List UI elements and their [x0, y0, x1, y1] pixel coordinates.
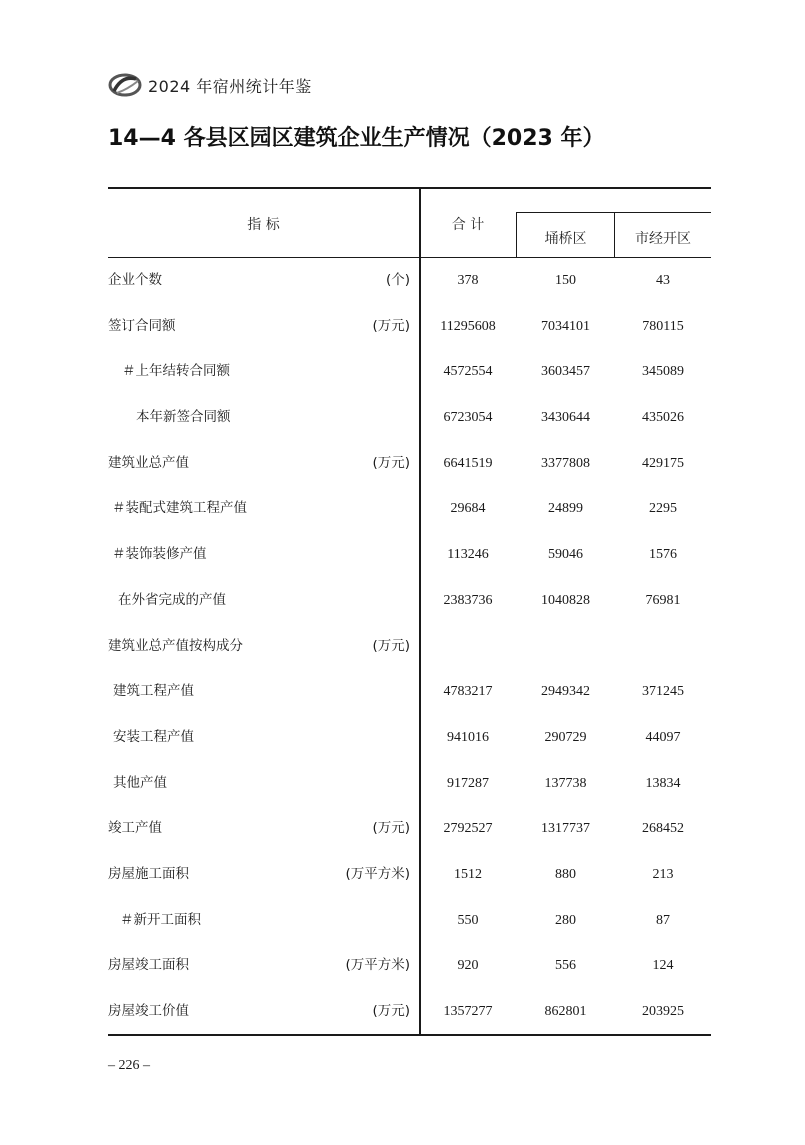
row-label: 其他产值: [113, 774, 167, 791]
value-econ-dev-zone: 2295: [649, 501, 677, 517]
value-yongqiao: 2949342: [541, 684, 590, 700]
row-label: 房屋竣工价值: [108, 1003, 189, 1019]
value-yongqiao: 3430644: [541, 410, 590, 426]
row-label: 竣工产值: [108, 820, 162, 837]
table-row: [108, 943, 711, 989]
value-total: 920: [457, 958, 479, 974]
row-label: 企业个数: [108, 272, 162, 288]
table-title: 14—4 各县区园区建筑企业生产情况（2023 年）: [108, 126, 605, 151]
row-label: ＃装配式建筑工程产值: [112, 500, 247, 517]
column-header-yongqiao: 埇桥区: [544, 231, 587, 247]
value-econ-dev-zone: 345089: [642, 364, 684, 380]
row-label: 在外省完成的产值: [118, 591, 226, 608]
value-yongqiao: 1317737: [541, 821, 590, 837]
table-row: [108, 806, 711, 852]
column-header-indicator: 指 标: [247, 217, 280, 233]
row-unit: (万元): [372, 317, 410, 334]
value-econ-dev-zone: 213: [652, 866, 674, 882]
value-total: 2792527: [443, 821, 493, 837]
row-unit: (万元): [372, 820, 410, 837]
row-label: 房屋竣工面积: [108, 957, 189, 974]
row-unit: (万元): [372, 1003, 410, 1019]
value-econ-dev-zone: 124: [652, 958, 674, 974]
value-yongqiao: 1040828: [541, 592, 590, 608]
table-row: [108, 441, 711, 487]
value-total: 378: [457, 273, 479, 288]
row-label: 建筑业总产值按构成分: [108, 637, 243, 654]
row-unit: (万元): [372, 454, 410, 471]
value-econ-dev-zone: 1576: [649, 547, 677, 563]
row-label: ＃装饰装修产值: [112, 546, 207, 563]
row-label: 建筑工程产值: [113, 683, 194, 700]
book-title: 2024 年宿州统计年鉴: [148, 76, 312, 96]
value-yongqiao: 150: [555, 273, 576, 288]
table-row: [108, 578, 711, 624]
value-econ-dev-zone: 76981: [645, 592, 681, 608]
row-label: 签订合同额: [108, 317, 176, 334]
value-total: 4572554: [443, 364, 493, 380]
value-yongqiao: 24899: [548, 501, 583, 517]
row-label: 房屋施工面积: [108, 865, 189, 882]
table-row: [108, 624, 711, 670]
value-total: 917287: [447, 775, 489, 791]
row-unit: (个): [385, 272, 410, 288]
value-yongqiao: 3377808: [541, 455, 590, 471]
value-econ-dev-zone: 87: [656, 912, 670, 928]
value-econ-dev-zone: 780115: [642, 318, 684, 334]
table-row: [108, 989, 711, 1035]
value-total: 113246: [447, 547, 489, 563]
value-econ-dev-zone: 203925: [642, 1004, 684, 1019]
value-total: 1357277: [443, 1004, 493, 1019]
table-row: [108, 715, 711, 761]
value-yongqiao: 862801: [544, 1004, 587, 1019]
value-econ-dev-zone: 44097: [645, 729, 681, 745]
row-label: ＃上年结转合同额: [122, 363, 230, 380]
table-row: [108, 669, 711, 715]
row-unit: (万平方米): [345, 865, 410, 882]
table-row: [108, 532, 711, 578]
value-total: 11295608: [440, 318, 496, 334]
table-top-rule: [108, 187, 711, 189]
value-yongqiao: 59046: [548, 547, 583, 563]
value-econ-dev-zone: 371245: [642, 684, 684, 700]
value-econ-dev-zone: 268452: [642, 821, 684, 837]
page-number: – 226 –: [108, 1058, 150, 1073]
row-label: 安装工程产值: [113, 728, 194, 745]
table-row: [108, 304, 711, 350]
value-total: 29684: [450, 501, 486, 517]
value-total: [420, 624, 516, 670]
value-total: 4783217: [443, 684, 493, 700]
value-yongqiao: 7034101: [541, 318, 590, 334]
value-yongqiao: 3603457: [541, 364, 590, 380]
value-econ-dev-zone: 43: [656, 273, 670, 288]
value-econ-dev-zone: 435026: [642, 410, 684, 426]
value-yongqiao: 137738: [544, 775, 587, 791]
value-yongqiao: 880: [555, 866, 576, 882]
value-econ-dev-zone: 429175: [642, 455, 684, 471]
table-row: [108, 852, 711, 898]
table-row: [108, 395, 711, 441]
value-yongqiao: 556: [555, 958, 576, 974]
value-total: 2383736: [443, 592, 493, 608]
table-row: [108, 486, 711, 532]
row-label: 建筑业总产值: [108, 454, 189, 471]
value-yongqiao: 290729: [544, 729, 587, 745]
column-header-econ-dev-zone: 市经开区: [635, 231, 691, 247]
running-header: [108, 68, 312, 102]
row-unit: (万平方米): [345, 957, 410, 974]
table-row: [108, 761, 711, 807]
table-row: [108, 898, 711, 944]
row-label: ＃新开工面积: [120, 911, 201, 928]
table-body: [108, 258, 711, 1035]
value-total: 550: [457, 912, 479, 928]
yearbook-logo-icon: [108, 71, 142, 99]
table-row: [108, 349, 711, 395]
value-total: 6723054: [443, 410, 493, 426]
value-econ-dev-zone: 13834: [645, 775, 681, 791]
column-header-total: 合 计: [451, 217, 485, 233]
value-yongqiao: [516, 624, 615, 670]
value-total: 6641519: [443, 455, 493, 471]
row-label: 本年新签合同额: [136, 409, 231, 426]
table-row: [108, 258, 711, 304]
row-unit: (万元): [372, 637, 410, 654]
value-total: 941016: [447, 729, 489, 745]
value-econ-dev-zone: [615, 624, 711, 670]
value-total: 1512: [454, 866, 482, 882]
value-yongqiao: 280: [555, 912, 576, 928]
